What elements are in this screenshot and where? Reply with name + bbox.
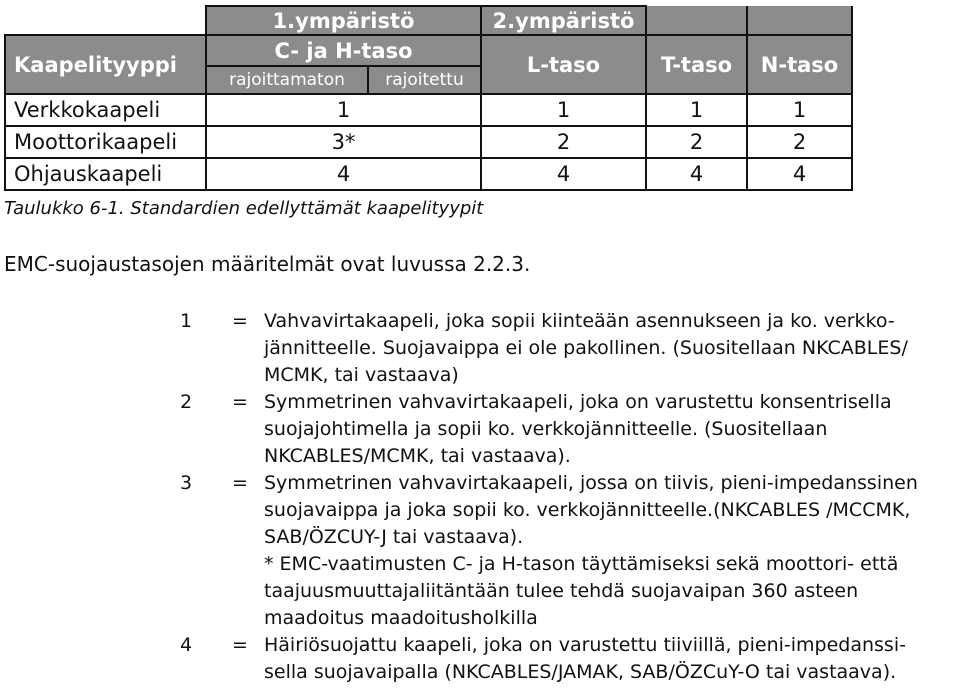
definition-line: sella suojavaipalla (NKCABLES/JAMAK, SAB/ÖZCuY-O tai vastaava). — [264, 661, 897, 683]
definition-text — [264, 470, 960, 632]
definition-item — [180, 389, 960, 470]
definition-line: NKCABLES/MCMK, tai vastaava). — [264, 445, 571, 467]
definition-line: Symmetrinen vahvavirtakaapeli, joka on varustettu konsentrisella — [264, 391, 892, 413]
definition-line: * EMC-vaatimusten C- ja H-tason täyttämiseksi sekä moottori- että — [264, 553, 899, 575]
definition-line: MCMK, tai vastaava) — [264, 364, 459, 386]
definition-line: maadoitus maadoitusholkilla — [264, 607, 538, 629]
l-level-header: L-taso — [481, 35, 646, 94]
definition-text — [264, 308, 960, 389]
definition-line: Symmetrinen vahvavirtakaapeli, jossa on tiivis, pieni-impedanssinen — [264, 472, 918, 494]
t-level-header: T-taso — [646, 35, 747, 94]
table-row — [5, 158, 852, 190]
row-label: Verkkokaapeli — [5, 94, 206, 126]
table-row — [5, 94, 852, 126]
definition-item — [180, 632, 960, 686]
definition-number: 3 — [180, 472, 193, 494]
intro-paragraph: EMC-suojaustasojen määritelmät ovat luvussa 2.2.3. — [4, 252, 531, 276]
definition-equals: = — [232, 472, 248, 494]
definition-line: suojavaippa ja joka sopii ko. verkkojännitteelle.(NKCABLES /MCCMK, — [264, 499, 911, 521]
l-value: 1 — [481, 94, 646, 126]
ch-value: 1 — [206, 94, 481, 126]
ch-level-header: C- ja H-taso — [206, 35, 481, 66]
definition-line: taajuusmuuttajaliitäntään tulee tehdä suojavaipan 360 asteen — [264, 580, 859, 602]
ch-value: 3* — [206, 126, 481, 158]
table-caption: Taulukko 6-1. Standardien edellyttämät kaapelityypit — [4, 198, 484, 219]
unrestricted-subheader: rajoittamaton — [206, 66, 368, 94]
restricted-subheader: rajoitettu — [368, 66, 481, 94]
definition-item — [180, 308, 960, 389]
header-blank-cell — [5, 6, 206, 35]
definition-item — [180, 470, 960, 632]
definition-number: 4 — [180, 634, 193, 656]
n-value: 2 — [747, 126, 852, 158]
header-blank-cell-n — [747, 6, 852, 35]
definition-equals: = — [232, 634, 248, 656]
t-value: 2 — [646, 126, 747, 158]
ch-value: 4 — [206, 158, 481, 190]
env2-header: 2.ympäristö — [481, 6, 646, 35]
definition-number: 1 — [180, 310, 193, 332]
definition-equals: = — [232, 310, 248, 332]
definition-number: 2 — [180, 391, 193, 413]
table-row — [5, 126, 852, 158]
definition-line: suojajohtimella ja sopii ko. verkkojännitteelle. (Suositellaan — [264, 418, 828, 440]
t-value: 4 — [646, 158, 747, 190]
l-value: 2 — [481, 126, 646, 158]
definitions-list — [180, 308, 960, 686]
cable-type-table — [4, 5, 853, 191]
env1-header: 1.ympäristö — [206, 6, 481, 35]
definition-line: Vahvavirtakaapeli, joka sopii kiinteään asennukseen ja ko. verkko- — [264, 310, 895, 332]
l-value: 4 — [481, 158, 646, 190]
row-label: Ohjauskaapeli — [5, 158, 206, 190]
definition-text — [264, 389, 960, 470]
definition-line: Häiriösuojattu kaapeli, joka on varustettu tiiviillä, pieni-impedanssi- — [264, 634, 906, 656]
row-label: Moottorikaapeli — [5, 126, 206, 158]
n-value: 1 — [747, 94, 852, 126]
definition-line: jännitteelle. Suojavaippa ei ole pakollinen. (Suositellaan NKCABLES/ — [264, 337, 908, 359]
definition-equals: = — [232, 391, 248, 413]
definition-text — [264, 632, 960, 686]
header-blank-cell-t — [646, 6, 747, 35]
n-value: 4 — [747, 158, 852, 190]
t-value: 1 — [646, 94, 747, 126]
n-level-header: N-taso — [747, 35, 852, 94]
cable-type-column-header: Kaapelityyppi — [5, 35, 206, 94]
definition-line: SAB/ÖZCUY-J tai vastaava). — [264, 526, 524, 548]
